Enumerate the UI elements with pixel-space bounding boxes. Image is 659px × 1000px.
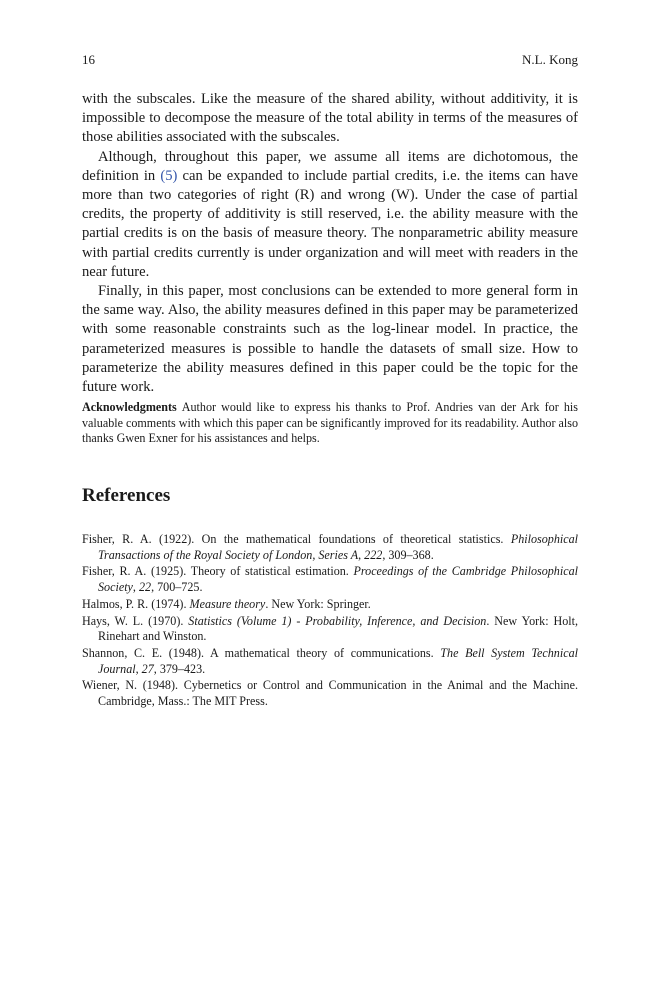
reference-source: Statistics (Volume 1) - Probability, Inference, and Decision	[188, 613, 487, 628]
page-number: 16	[82, 52, 95, 67]
reference-item	[82, 614, 578, 645]
paragraph-2-text-a: Although, throughout this paper, we assume all items are dichotomous, the definition in	[82, 148, 578, 184]
reference-source: Philosophical Transactions of the Royal Society of London, Series A	[98, 532, 578, 562]
body-text	[82, 90, 578, 397]
reference-pages: . New York: Springer.	[265, 596, 371, 611]
reference-pages: , 379–423.	[153, 661, 206, 676]
reference-separator: ,	[358, 547, 365, 562]
reference-item	[82, 532, 578, 563]
reference-source: The Bell System Technical Journal	[98, 645, 578, 676]
paragraph-3: Finally, in this paper, most conclusions can be extended to more general form in the same way. Also, the ability measures defined in this paper may be parameterized with some reasonable constraints such as the log-linear model. In practice, the parameterized measures is possible to handle the datasets of small size. How to parameterize the ability measures defined in this paper could be the topic for the future work.	[82, 283, 578, 396]
reference-item	[82, 564, 578, 595]
reference-text: Fisher, R. A. (1925). Theory of statistical estimation.	[82, 564, 354, 579]
reference-item	[82, 597, 578, 613]
acknowledgments	[82, 400, 578, 447]
reference-separator: ,	[132, 579, 139, 594]
reference-list	[82, 532, 578, 711]
paragraph-2	[82, 148, 578, 282]
acknowledgments-label: Acknowledgments	[82, 400, 177, 414]
reference-source: Measure theory	[189, 596, 266, 611]
equation-reference-link[interactable]: (5)	[160, 167, 178, 184]
reference-item	[82, 646, 578, 677]
reference-source: Proceedings of the Cambridge Philosophical Society	[98, 564, 578, 594]
reference-text: Wiener, N. (1948). Cybernetics or Control and Communication in the Animal and the Machine. Cambridge, Mass.: The MIT Press.	[82, 678, 578, 708]
reference-item	[82, 678, 578, 709]
reference-pages: , 700–725.	[151, 579, 203, 594]
paragraph-1: with the subscales. Like the measure of the shared ability, without additivity, it is impossible to decompose the measure of the total ability in terms of the measures of those abilities associated with the subscales.	[82, 91, 578, 146]
reference-pages: . New York: Holt, Rinehart and Winston.	[98, 613, 578, 644]
reference-pages: , 309–368.	[382, 547, 434, 562]
reference-volume: 22	[138, 579, 152, 594]
paragraph-2-text-b: can be expanded to include partial credits, i.e. the items can have more than two categories of right (R) and wrong (W). Under the case of partial credits, the property of additivity is still reserved, i.e. the ability measure with the partial credits is on the basis of measure theory. The nonparametric ability measure with partial credits currently is under organization and will meet with readers in the near future.	[82, 167, 578, 280]
reference-text: Shannon, C. E. (1948). A mathematical theory of communications.	[82, 645, 441, 660]
reference-text: Fisher, R. A. (1922). On the mathematical foundations of theoretical statistics.	[82, 532, 511, 546]
reference-text: Hays, W. L. (1970).	[82, 613, 189, 628]
reference-text: Halmos, P. R. (1974).	[82, 596, 190, 611]
running-head-author: N.L. Kong	[522, 52, 578, 67]
references-heading: References	[82, 485, 171, 506]
acknowledgments-text: Author would like to express his thanks to Prof. Andries van der Ark for his valuable comments with which this paper can be significantly improved for its readability. Author also thanks Gwen Exner for his assistances and helps.	[82, 400, 578, 446]
reference-separator: ,	[135, 661, 142, 676]
reference-volume: 222	[364, 547, 383, 562]
reference-volume: 27	[141, 661, 154, 676]
